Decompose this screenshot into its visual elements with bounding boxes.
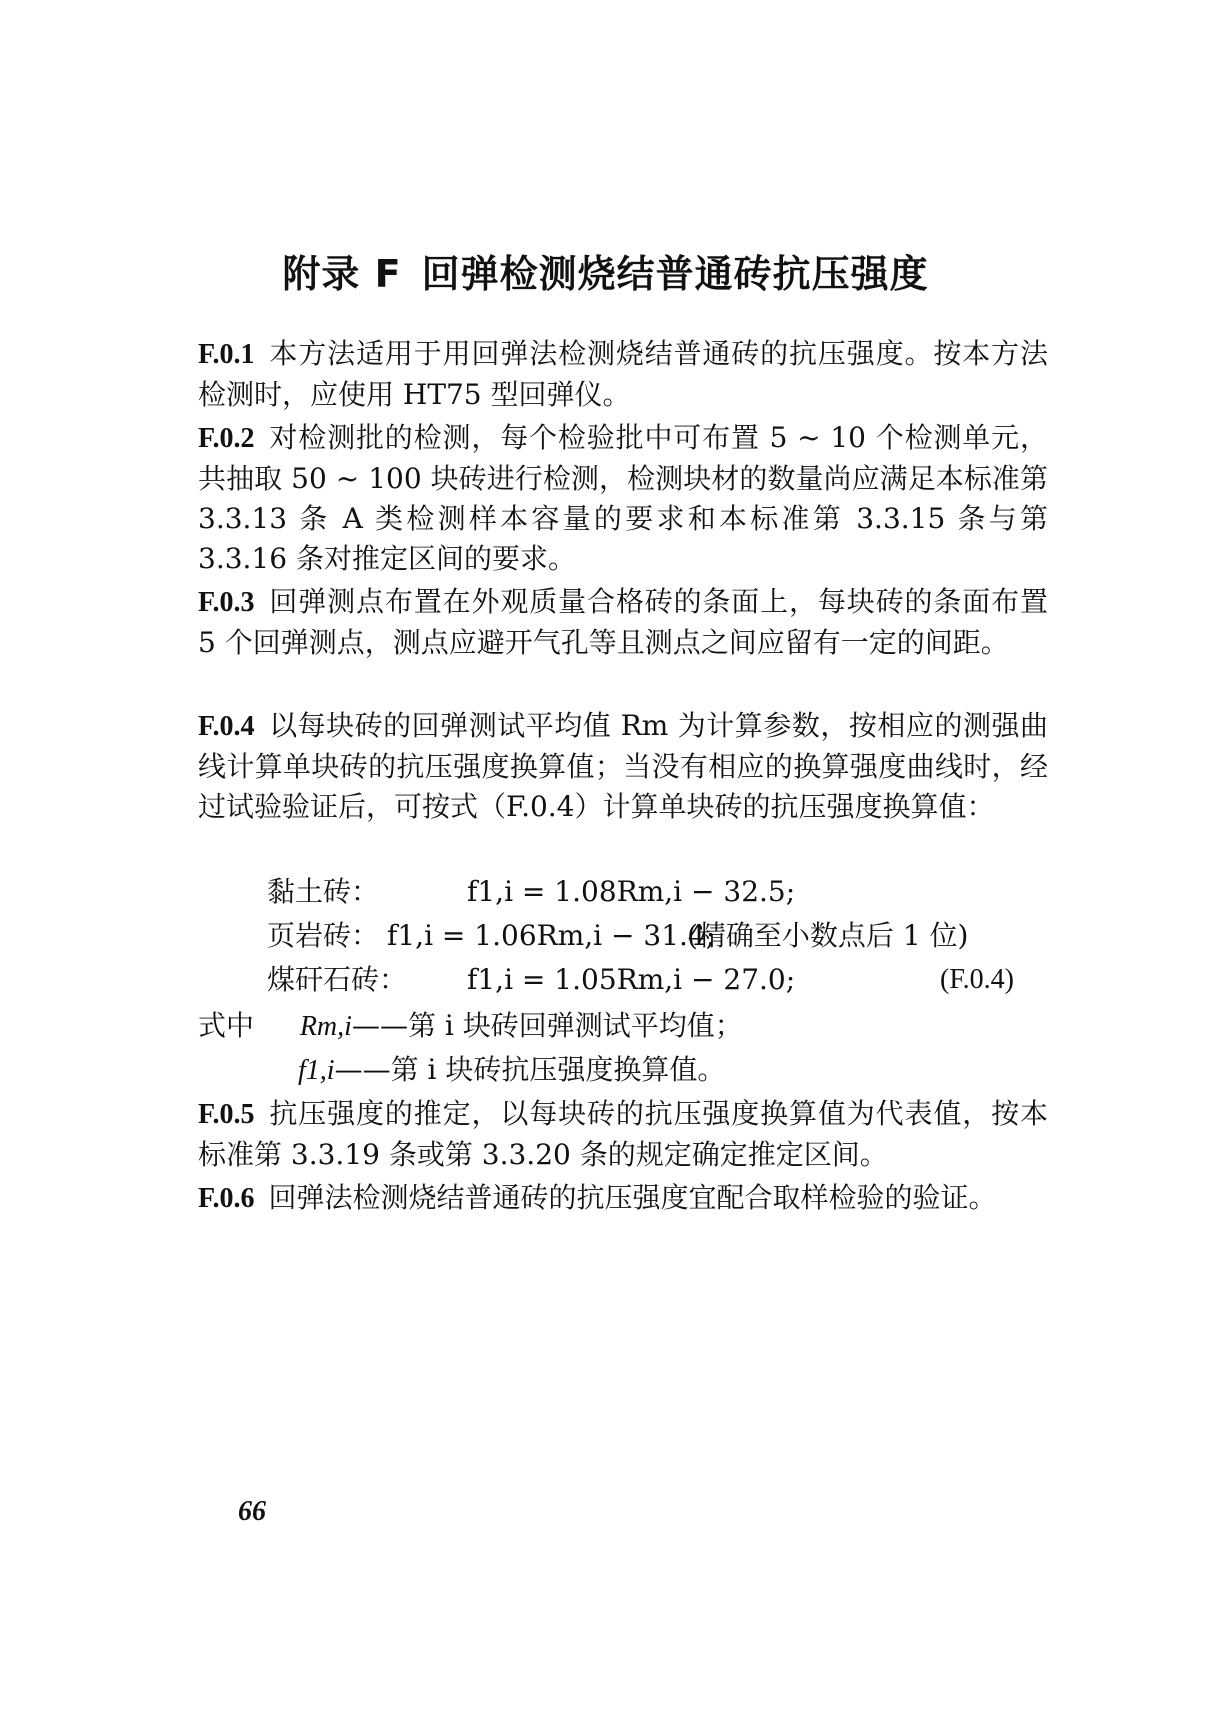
where-desc: ——第 i 块砖回弹测试平均值；	[351, 1009, 743, 1042]
equation-number: (F.0.4)	[940, 964, 1014, 995]
clause-f05	[198, 1094, 1048, 1175]
formula-note: (精确至小数点后 1 位)	[687, 919, 969, 952]
clause-text: 抗压强度的推定，以每块砖的抗压强度换算值为代表值，按本标准第 3.3.19 条或第 3.3.20 条的规定确定推定区间。	[198, 1097, 1048, 1171]
clause-text: 回弹法检测烧结普通砖的抗压强度宜配合取样检验的验证。	[268, 1181, 997, 1214]
appendix-title	[0, 243, 1211, 298]
clause-number: F.0.1	[198, 339, 255, 370]
where-symbol: Rm,i	[299, 1011, 352, 1042]
clause-f04	[198, 706, 1048, 827]
page-number: 66	[238, 1496, 266, 1527]
where-desc: ——第 i 块砖抗压强度换算值。	[334, 1053, 726, 1086]
clause-number: F.0.4	[198, 711, 255, 742]
clause-number: F.0.5	[198, 1099, 255, 1130]
formula-clay-brick	[267, 872, 1067, 912]
where-row-1	[198, 1006, 743, 1047]
clause-f02	[198, 418, 1048, 579]
where-row-2	[298, 1050, 725, 1091]
formula-label: 煤矸石砖：	[267, 963, 408, 996]
where-symbol: f1,i	[298, 1055, 335, 1086]
clause-text: 本方法适用于用回弹法检测烧结普通砖的抗压强度。按本方法检测时，应使用 HT75 型回弹仪。	[198, 337, 1048, 411]
clause-number: F.0.3	[198, 587, 255, 618]
appendix-label: 附录 F	[282, 252, 402, 296]
clause-text: 对检测批的检测，每个检验批中可布置 5 ~ 10 个检测单元，共抽取 50 ~ 100 块砖进行检测，检测块材的数量尚应满足本标准第 3.3.13 条 A 类检测样本容量的要求和本标准第 3.3.15 条与第 3.3.16 条对推定区间的要求。	[198, 421, 1048, 575]
formula-label: 黏土砖：	[267, 875, 380, 908]
formula-expression: f1,i = 1.05Rm,i − 27.0;	[467, 963, 796, 996]
clause-text: 以每块砖的回弹测试平均值 Rm 为计算参数，按相应的测强曲线计算单块砖的抗压强度换算值；当没有相应的换算强度曲线时，经过试验验证后，可按式（F.0.4）计算单块砖的抗压强度换算值：	[198, 709, 1048, 823]
formula-expression: f1,i = 1.08Rm,i − 32.5;	[467, 875, 796, 908]
formula-expression: f1,i = 1.06Rm,i − 31.4;	[387, 919, 716, 952]
appendix-heading: 回弹检测烧结普通砖抗压强度	[421, 252, 929, 296]
clause-f03	[198, 582, 1048, 663]
clause-f06	[198, 1178, 1048, 1219]
clause-number: F.0.2	[198, 423, 255, 454]
formula-label: 页岩砖：	[267, 919, 380, 952]
clause-number: F.0.6	[198, 1183, 255, 1214]
where-lead: 式中	[198, 1009, 255, 1042]
clause-text: 回弹测点布置在外观质量合格砖的条面上，每块砖的条面布置 5 个回弹测点，测点应避开气孔等且测点之间应留有一定的间距。	[198, 585, 1048, 659]
formula-shale-brick	[267, 916, 1067, 956]
clause-f01	[198, 334, 1048, 415]
